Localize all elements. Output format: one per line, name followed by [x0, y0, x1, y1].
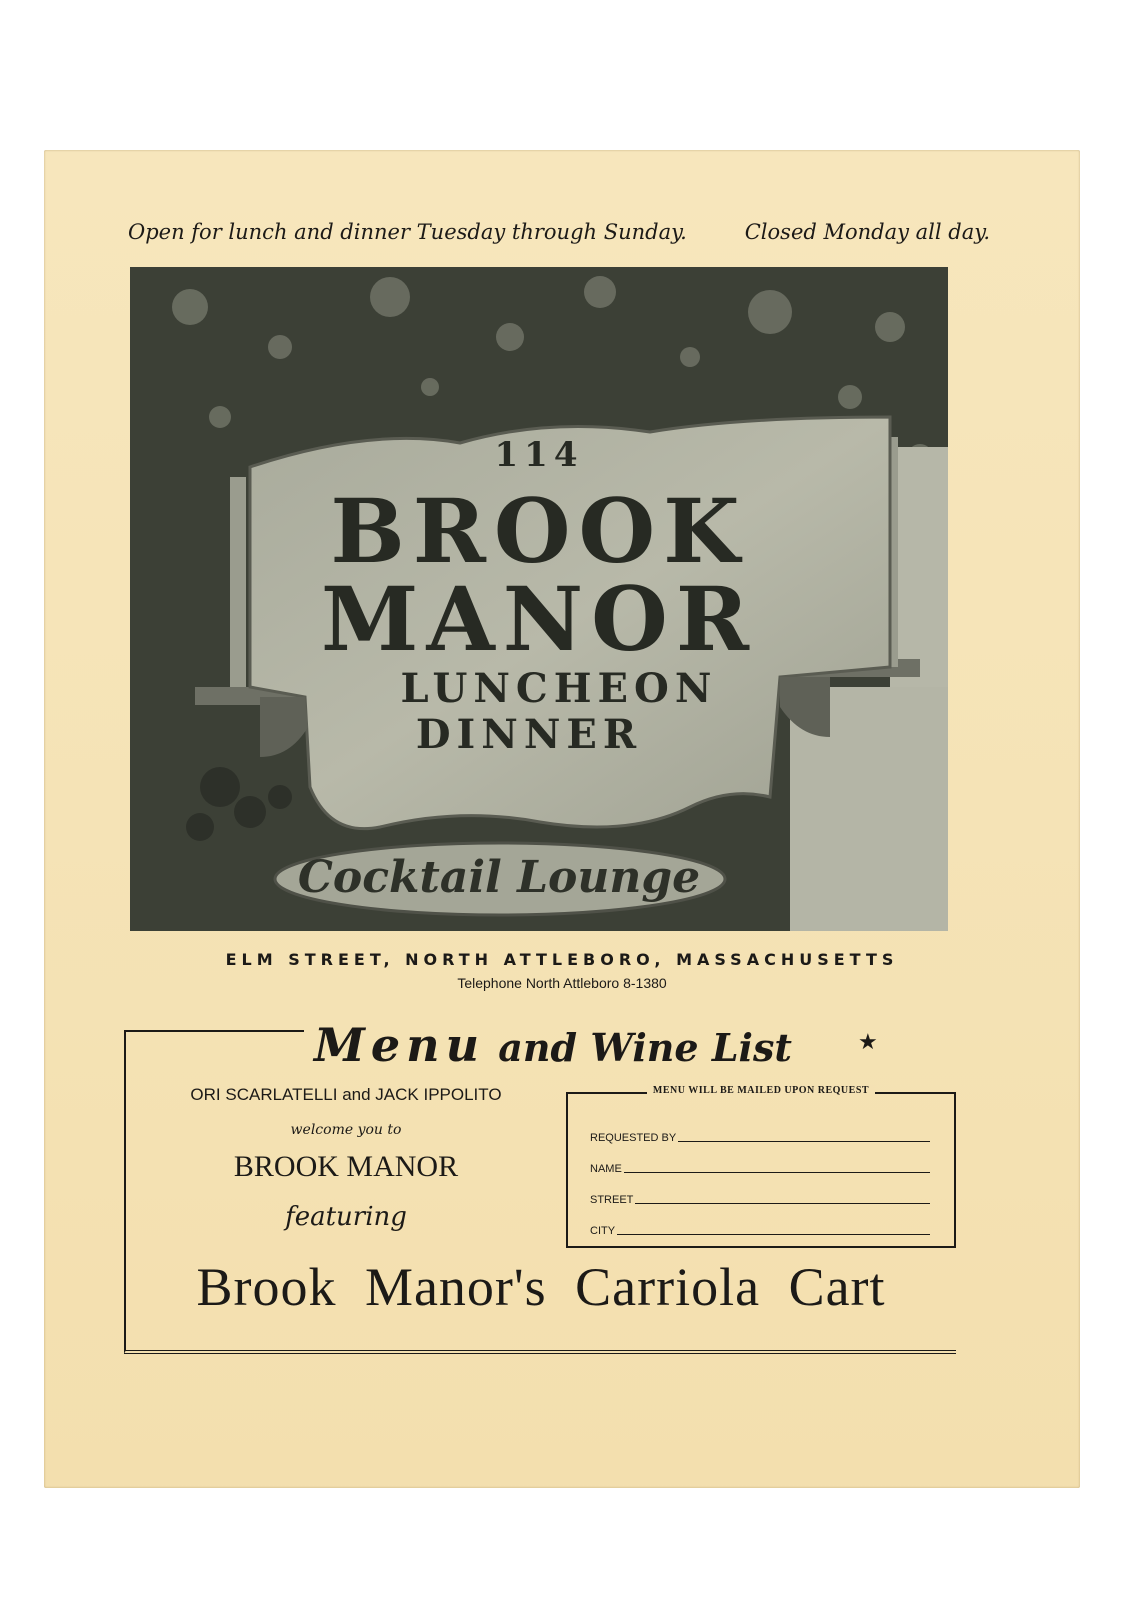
hours-open-text: Open for lunch and dinner Tuesday through Sunday.: [128, 220, 687, 244]
field-label: REQUESTED BY: [590, 1132, 677, 1144]
sign-cocktail-lounge: Cocktail Lounge: [297, 852, 701, 903]
welcome-text: welcome you to: [290, 1122, 402, 1138]
featuring-text: featuring: [285, 1202, 407, 1232]
mail-caption-text: MENU WILL BE MAILED UPON REQUEST: [647, 1085, 875, 1096]
field-street[interactable]: [590, 1190, 930, 1206]
field-line: [635, 1202, 930, 1204]
field-city[interactable]: [590, 1221, 930, 1237]
hosts-text: ORI SCARLATELLI and JACK IPPOLITO: [190, 1085, 502, 1104]
field-requested-by[interactable]: [590, 1128, 930, 1144]
field-label: STREET: [590, 1194, 634, 1206]
field-name[interactable]: [590, 1159, 930, 1175]
sign-number: 114: [494, 435, 584, 475]
star-icon: ★: [858, 1030, 878, 1055]
sign-dinner: DINNER: [415, 711, 643, 758]
address-line: ELM STREET, NORTH ATTLEBORO, MASSACHUSETTS: [225, 950, 899, 969]
mail-caption: [568, 1085, 954, 1096]
phone-line: Telephone North Attleboro 8-1380: [457, 975, 667, 991]
hours-closed-text: Closed Monday all day.: [744, 220, 990, 244]
menu-title: [314, 1018, 792, 1072]
menu-title-menu: Menu: [314, 1018, 486, 1072]
mail-request-form: [566, 1085, 956, 1248]
box-top-rule: [126, 1030, 304, 1032]
sign-luncheon: LUNCHEON: [400, 665, 718, 712]
carriola-cart-title: Brook Manor's Carriola Cart: [196, 1257, 886, 1317]
field-line: [678, 1140, 930, 1142]
field-label: NAME: [590, 1163, 622, 1175]
brook-manor-name: BROOK MANOR: [233, 1150, 459, 1183]
sign-brook: BROOK: [330, 479, 748, 583]
sign-photo: [130, 267, 948, 931]
field-line: [617, 1233, 930, 1235]
menu-title-wine-list: and Wine List: [485, 1025, 792, 1070]
field-label: CITY: [590, 1225, 616, 1237]
field-line: [624, 1171, 930, 1173]
menu-cover: [44, 150, 1080, 1488]
sign-manor: MANOR: [321, 567, 757, 671]
menu-box: [124, 1018, 956, 1354]
